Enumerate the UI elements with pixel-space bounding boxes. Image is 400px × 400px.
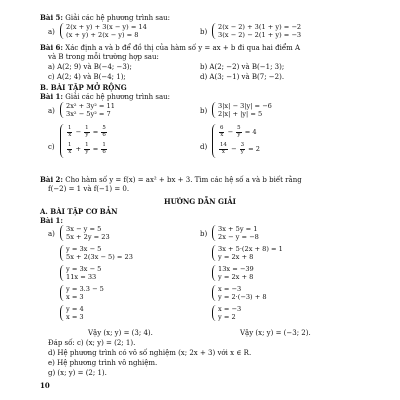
- page-number: 10: [40, 381, 50, 390]
- solution-step-system: [212, 285, 267, 301]
- solution-step-line: x = 3: [66, 313, 84, 321]
- solution-step-line: 13x = −39: [218, 265, 254, 273]
- frac: $\frac{5}{6}$: [102, 124, 106, 138]
- b-bai1-a-label: a): [48, 107, 55, 115]
- solution-step-system: [60, 225, 110, 241]
- b-bai1-b-label: b): [200, 107, 208, 115]
- frac: $\frac{5}{y}$: [237, 124, 241, 138]
- solution-step-line: y = 2·(−3) + 8: [218, 293, 267, 301]
- solution-step-line: 3x + 5·(2x + 8) = 1: [218, 245, 283, 253]
- bai6-c: c) A(2; 4) và B(−4; 1);: [48, 73, 126, 81]
- solution-step-system: [60, 305, 84, 321]
- section-a-heading: A. BÀI TẬP CƠ BẢN: [40, 207, 118, 216]
- frac: $\frac{1}{6}$: [102, 141, 106, 155]
- ans-left-result: Vậy (x; y) = (3; 4).: [88, 329, 153, 337]
- bai5-b-label: b): [200, 28, 208, 36]
- solution-step-system: [212, 265, 254, 281]
- ans-c: Đáp số: c) (x; y) = (2; 1).: [48, 339, 136, 347]
- d-eq1: $\frac{6}{x}$ − $\frac{5}{y}$ = 4: [220, 124, 257, 138]
- solution-step-line: 3x + 5y = 1: [218, 225, 258, 233]
- solution-step-system: [60, 245, 133, 261]
- solution-step-line: x = 3: [66, 293, 84, 301]
- frac: $\frac{14}{x}$: [220, 141, 227, 155]
- solution-step-line: x = −3: [218, 305, 242, 313]
- solution-step-line: y = 2x + 8: [218, 253, 254, 261]
- bai5-b-system: 2(x − 2) + 3(1 + y) = −2 3(x − 2) − 2(1 + y) = −3: [212, 23, 301, 39]
- ans-e: e) Hệ phương trình vô nghiệm.: [48, 359, 158, 367]
- solution-step-line: y = 2x + 8: [218, 273, 254, 281]
- solution-step-system: [60, 265, 101, 281]
- b-bai2-line1: Bài 2: Cho hàm số y = f(x) = ax² + bx + 3. Tìm các hệ số a và b biết rằng: [40, 175, 302, 184]
- solution-step-system: [60, 285, 104, 301]
- ans-right-result: Vậy (x; y) = (−3; 2).: [240, 329, 311, 337]
- ans-a-label: a): [48, 230, 55, 238]
- bai5-a-label: a): [48, 28, 55, 36]
- ans-g: g) (x; y) = (2; 1).: [48, 369, 107, 377]
- b-bai1-heading: Bài 1: Giải các hệ phương trình sau:: [40, 92, 171, 101]
- b-bai2-line2: f(−2) = 1 và f(−1) = 0.: [48, 185, 130, 193]
- ans-d: d) Hệ phương trình có vô số nghiệm (x; 2x + 3) với x ∈ R.: [48, 349, 252, 357]
- frac: $\frac{6}{x}$: [220, 124, 224, 138]
- solution-step-line: y = 3x − 5: [66, 265, 102, 273]
- solution-step-line: y = 3.3 − 5: [66, 285, 104, 293]
- bai6-d: d) A(3; −1) và B(7; −2).: [200, 73, 285, 81]
- bai5-heading: Bài 5: Giải các hệ phương trình sau:: [40, 13, 171, 22]
- solution-step-line: y = 3x − 5: [66, 245, 102, 253]
- d-eq2: $\frac{14}{x}$ − $\frac{3}{y}$ = 2: [220, 141, 260, 155]
- bai6-line2: và B trong mỗi trường hợp sau:: [48, 53, 159, 61]
- solution-step-system: [212, 305, 241, 321]
- bai5-a-system: 2(x + y) + 3(x − y) = 14 (x + y) + 2(x − y) = 8: [60, 23, 147, 39]
- solution-step-line: 3x − y = 5: [66, 225, 102, 233]
- b-bai1-c-system: [60, 124, 108, 158]
- frac: $\frac{1}{x}$: [68, 141, 72, 155]
- b-bai1-c-label: c): [48, 143, 55, 151]
- solution-step-line: 5x + 2y = 23: [66, 233, 110, 241]
- solution-step-line: y = 2: [218, 313, 236, 321]
- bai6-b: b) A(2; −2) và B(−1; 3);: [200, 63, 285, 71]
- frac: $\frac{1}{y}$: [85, 141, 89, 155]
- b-bai1-d-system: [212, 124, 260, 158]
- section-b-heading: B. BÀI TẬP MỞ RỘNG: [40, 83, 127, 92]
- frac: $\frac{3}{y}$: [240, 141, 245, 155]
- frac: $\frac{1}{x}$: [68, 124, 72, 138]
- b-bai1-b-system: 3|x| − 3|y| = −6 2|x| + |y| = 5: [212, 102, 272, 118]
- frac: $\frac{1}{y}$: [85, 124, 89, 138]
- b-bai1-a-system: 2x² + 3y² = 11 3x² − 5y² = 7: [60, 102, 115, 118]
- ans-bai1-heading: Bài 1:: [40, 216, 64, 225]
- solution-step-line: 11x = 33: [66, 273, 97, 281]
- c-eq2: $\frac{1}{x}$ + $\frac{1}{y}$ = $\frac{1}{6}$: [68, 141, 106, 155]
- answers-heading: HƯỚNG DẪN GIẢI: [164, 197, 236, 206]
- bai6-line1: Bài 6: Xác định a và b để đồ thị của hàm số y = ax + b đi qua hai điểm A: [40, 43, 301, 52]
- ans-b-label: b): [200, 230, 208, 238]
- solution-step-line: x = −3: [218, 285, 242, 293]
- solution-step-line: y = 4: [66, 305, 84, 313]
- bai6-a: a) A(2; 9) và B(−4; −3);: [48, 63, 132, 71]
- solution-step-system: [212, 225, 259, 241]
- solution-step-line: 5x + 2(3x − 5) = 23: [66, 253, 133, 261]
- b-bai1-d-label: d): [200, 143, 208, 151]
- c-eq1: $\frac{1}{x}$ − $\frac{1}{y}$ = $\frac{5}{6}$: [68, 124, 106, 138]
- solution-step-system: [212, 245, 283, 261]
- solution-step-line: 2x − y = −8: [218, 233, 259, 241]
